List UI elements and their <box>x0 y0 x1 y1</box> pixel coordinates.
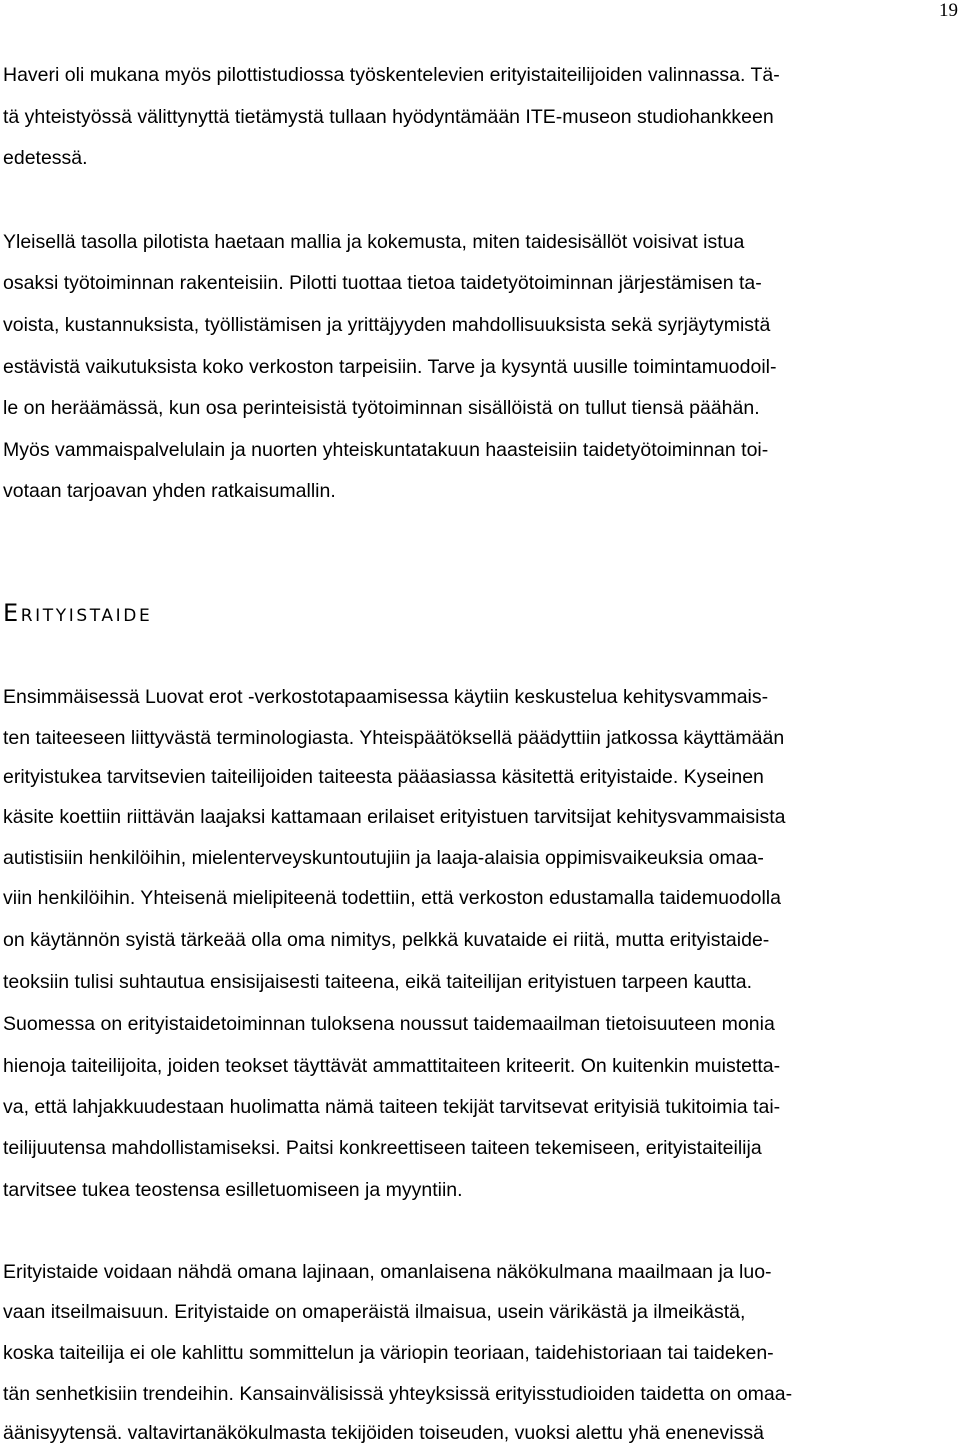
text-line: Ensimmäisessä Luovat erot -verkostotapaamisessa käytiin keskustelua kehitysvammais- <box>3 686 769 708</box>
text-line: Erityistaide voidaan nähdä omana lajinaan, omanlaisena näkökulmana maailmaan ja luo- <box>3 1261 772 1283</box>
text-line: Haveri oli mukana myös pilottistudiossa työskentelevien erityistaiteilijoiden valinnassa. Tä- <box>3 64 780 86</box>
text-line: vaan itseilmaisuun. Erityistaide on omaperäistä ilmaisua, usein värikästä ja ilmeikästä, <box>3 1301 746 1323</box>
text-line: estävistä vaikutuksista koko verkoston tarpeisiin. Tarve ja kysyntä uusille toimintamuodoil- <box>3 356 777 378</box>
text-line: tän senhetkisiin trendeihin. Kansainvälisissä yhteyksissä erityisstudioiden taidetta on omaa- <box>3 1383 793 1405</box>
text-line: tä yhteistyössä välittynyttä tietämystä tullaan hyödyntämään ITE-museon studiohankkeen <box>3 106 774 128</box>
section-heading: Erityistaide <box>3 599 153 627</box>
text-line: tarvitsee tukea teostensa esilletuomiseen ja myyntiin. <box>3 1179 463 1201</box>
text-line: teoksiin tulisi suhtautua ensisijaisesti taiteena, eikä taiteilijan erityistuen tarpeen kautta. <box>3 971 753 993</box>
text-line: Suomessa on erityistaidetoiminnan tuloksena noussut taidemaailman tietoisuuteen monia <box>3 1013 775 1035</box>
page-number: 19 <box>939 0 958 21</box>
text-line: käsite koettiin riittävän laajaksi kattamaan erilaiset erityistuen tarvitsijat kehitysvammaisista <box>3 806 786 828</box>
text-line: koska taiteilija ei ole kahlittu sommittelun ja väriopin teoriaan, taidehistoriaan tai taideken- <box>3 1342 774 1364</box>
text-line: Yleisellä tasolla pilotista haetaan mallia ja kokemusta, miten taidesisällöt voisivat istua <box>3 231 745 253</box>
text-line: viin henkilöihin. Yhteisenä mielipiteenä todettiin, että verkoston edustamalla taidemuodolla <box>3 887 781 909</box>
text-line: äänisyytensä. valtavirtanäkökulmasta tekijöiden toiseuden, vuoksi alettu yhä enenevissä <box>3 1422 764 1444</box>
text-line: on käytännön syistä tärkeää olla oma nimitys, pelkkä kuvataide ei riitä, mutta erityistaide- <box>3 929 770 951</box>
text-line: hienoja taiteilijoita, joiden teokset täyttävät ammattitaiteen kriteerit. On kuitenkin muistetta- <box>3 1055 781 1077</box>
text-line: Myös vammaispalvelulain ja nuorten yhteiskuntatakuun haasteisiin taidetyötoiminnan toi- <box>3 439 769 461</box>
text-line: ten taiteeseen liittyvästä terminologiasta. Yhteispäätöksellä päädyttiin jatkossa käyttämään <box>3 727 785 749</box>
text-line: autistisiin henkilöihin, mielenterveyskuntoutujiin ja laaja-alaisia oppimisvaikeuksia omaa- <box>3 847 764 869</box>
text-line: votaan tarjoavan yhden ratkaisumallin. <box>3 480 336 502</box>
text-line: va, että lahjakkuudestaan huolimatta nämä taiteen tekijät tarvitsevat erityisiä tukitoimia tai- <box>3 1096 781 1118</box>
text-line: osaksi työtoiminnan rakenteisiin. Pilotti tuottaa tietoa taidetyötoiminnan järjestämisen ta- <box>3 272 762 294</box>
text-line: le on heräämässä, kun osa perinteisistä työtoiminnan sisällöistä on tullut tiensä päähän. <box>3 397 760 419</box>
text-line: voista, kustannuksista, työllistämisen ja yrittäjyyden mahdollisuuksista sekä syrjäytymistä <box>3 314 771 336</box>
text-line: erityistukea tarvitsevien taiteilijoiden taiteesta pääasiassa käsitettä erityistaide. Kyseinen <box>3 766 764 788</box>
text-line: edetessä. <box>3 147 88 169</box>
text-line: teilijuutensa mahdollistamiseksi. Paitsi konkreettiseen taiteen tekemiseen, erityistaiteilija <box>3 1137 762 1159</box>
